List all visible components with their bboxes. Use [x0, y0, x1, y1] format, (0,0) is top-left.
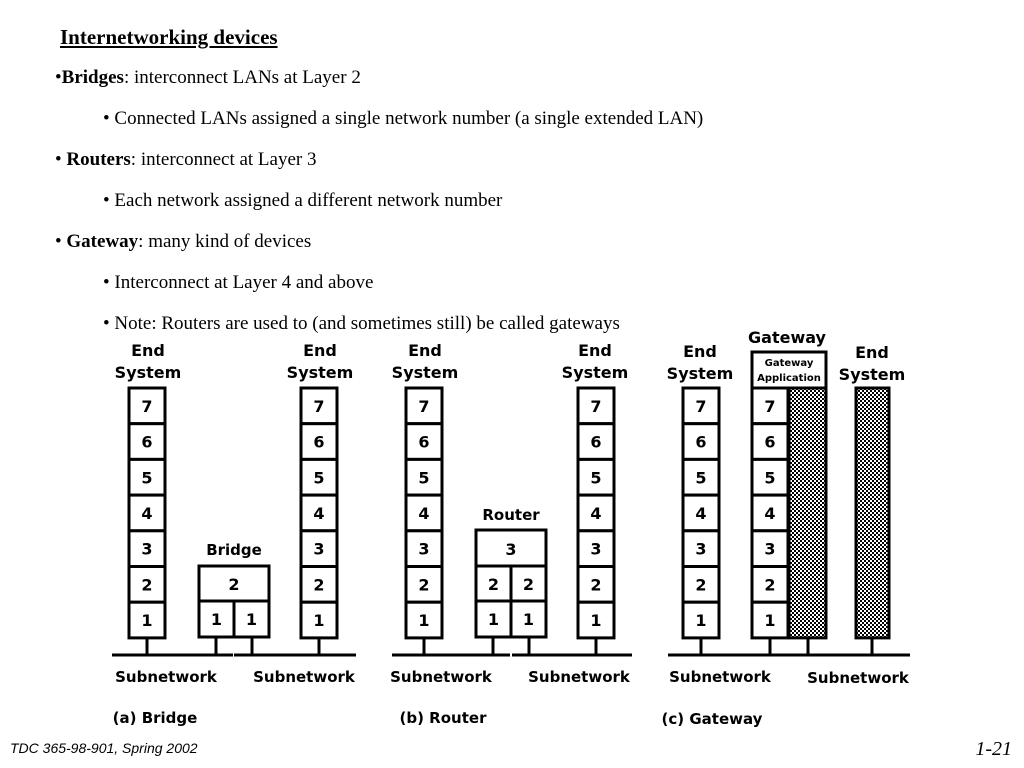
b-es-right-layer-label-4: 4	[590, 503, 602, 523]
a-es-right-layer-label-1: 1	[313, 611, 325, 631]
b-es-left-layer-label-2: 2	[418, 575, 430, 595]
c-es-left-layer-label-6: 6	[695, 432, 707, 452]
a-es-left-label-end: End	[131, 341, 165, 360]
a-subnetwork-right: Subnetwork	[253, 668, 355, 686]
c-subnetwork-left: Subnetwork	[669, 668, 771, 686]
bullet-gateway: • Gateway: many kind of devices	[55, 231, 312, 252]
subbullet-gateway-layers: • Interconnect at Layer 4 and above	[103, 272, 374, 293]
subbullet-router-network: • Each network assigned a different network number	[103, 190, 503, 211]
footer-course: TDC 365-98-901, Spring 2002	[10, 740, 198, 756]
gateway-app-line2: Application	[757, 373, 821, 384]
gateway-stack-layer-label-2: 2	[764, 575, 776, 595]
b-subnetwork-right: Subnetwork	[528, 668, 630, 686]
gateway-stippled-column	[789, 388, 826, 638]
c-es-left-layer-label-2: 2	[695, 575, 707, 595]
a-es-right-label-system: System	[286, 363, 354, 382]
b-es-right-layer-label-5: 5	[590, 468, 602, 488]
c-es-right-label-system: System	[838, 365, 906, 384]
gateway-stack-layer-label-1: 1	[764, 611, 776, 631]
a-es-right-layer-label-2: 2	[313, 575, 325, 595]
router-layer-2-left-label: 2	[487, 575, 500, 594]
slide-title: Internetworking devices	[60, 25, 278, 49]
router-layer-3-label: 3	[505, 540, 517, 559]
router-layer-1-left-label: 1	[487, 610, 500, 629]
bridge-layer-2-label: 2	[228, 575, 240, 594]
gateway-stack-layer-label-3: 3	[764, 539, 776, 559]
b-es-right-label-system: System	[561, 363, 629, 382]
bullet-routers: • Routers: interconnect at Layer 3	[55, 149, 317, 170]
b-es-left-label-system: System	[391, 363, 459, 382]
a-es-left-layer-label-4: 4	[141, 503, 153, 523]
b-es-left-layer-label-4: 4	[418, 503, 430, 523]
footer-page-number: 1-21	[975, 738, 1012, 760]
a-es-left-label-system: System	[114, 363, 182, 382]
b-es-left-layer-label-6: 6	[418, 432, 430, 452]
b-es-left-layer-label-7: 7	[418, 396, 430, 416]
b-es-right-layer-label-7: 7	[590, 396, 602, 416]
b-es-left-layer-label-5: 5	[418, 468, 430, 488]
gateway-stack-layer-label-6: 6	[764, 432, 776, 452]
bridge-layer-1-right-label: 1	[245, 610, 258, 629]
c-subnetwork-right: Subnetwork	[807, 669, 909, 687]
c-es-left-label-system: System	[666, 364, 734, 383]
a-es-right-layer-label-3: 3	[313, 539, 325, 559]
b-es-left-layer-label-1: 1	[418, 611, 430, 631]
a-es-right-layer-label-7: 7	[313, 396, 325, 416]
bridge-label: Bridge	[206, 541, 262, 559]
a-es-right-layer-label-4: 4	[313, 503, 325, 523]
c-es-left-layer-label-7: 7	[695, 396, 707, 416]
a-es-right-label-end: End	[303, 341, 337, 360]
subbullet-bridge-network: • Connected LANs assigned a single network number (a single extended LAN)	[103, 108, 704, 129]
a-es-left-layer-label-3: 3	[141, 539, 153, 559]
caption-gateway: (c) Gateway	[661, 710, 763, 728]
gateway-stack-layer-label-7: 7	[764, 396, 776, 416]
b-es-right-layer-label-1: 1	[590, 611, 602, 631]
c-es-left-layer-label-5: 5	[695, 468, 707, 488]
c-es-right-stippled-column	[856, 388, 889, 638]
c-es-right-label-end: End	[855, 343, 889, 362]
a-es-left-layer-label-2: 2	[141, 575, 153, 595]
a-subnetwork-left: Subnetwork	[115, 668, 217, 686]
c-es-left-layer-label-3: 3	[695, 539, 707, 559]
bullet-bridges: •Bridges: interconnect LANs at Layer 2	[55, 67, 361, 88]
b-es-left-layer-label-3: 3	[418, 539, 430, 559]
a-es-left-layer-label-7: 7	[141, 396, 153, 416]
b-es-left-label-end: End	[408, 341, 442, 360]
gateway-app-line1: Gateway	[764, 358, 814, 369]
b-subnetwork-left: Subnetwork	[390, 668, 492, 686]
a-es-left-layer-label-5: 5	[141, 468, 153, 488]
subbullet-gateway-note: • Note: Routers are used to (and sometimes still) be called gateways	[103, 313, 620, 334]
gateway-stack-layer-label-5: 5	[764, 468, 776, 488]
c-es-left-label-end: End	[683, 342, 717, 361]
b-es-right-layer-label-6: 6	[590, 432, 602, 452]
b-es-right-label-end: End	[578, 341, 612, 360]
a-es-right-layer-label-5: 5	[313, 468, 325, 488]
caption-router: (b) Router	[399, 709, 487, 727]
c-es-left-layer-label-1: 1	[695, 611, 707, 631]
bridge-layer-1-left-label: 1	[210, 610, 223, 629]
router-layer-2-right-label: 2	[522, 575, 535, 594]
caption-bridge: (a) Bridge	[112, 709, 198, 727]
gateway-label: Gateway	[748, 328, 826, 347]
a-es-left-layer-label-6: 6	[141, 432, 153, 452]
a-es-left-layer-label-1: 1	[141, 611, 153, 631]
gateway-stack-layer-label-4: 4	[764, 503, 776, 523]
a-es-right-layer-label-6: 6	[313, 432, 325, 452]
b-es-right-layer-label-2: 2	[590, 575, 602, 595]
c-es-left-layer-label-4: 4	[695, 503, 707, 523]
router-layer-1-right-label: 1	[522, 610, 535, 629]
b-es-right-layer-label-3: 3	[590, 539, 602, 559]
router-label: Router	[482, 506, 540, 524]
